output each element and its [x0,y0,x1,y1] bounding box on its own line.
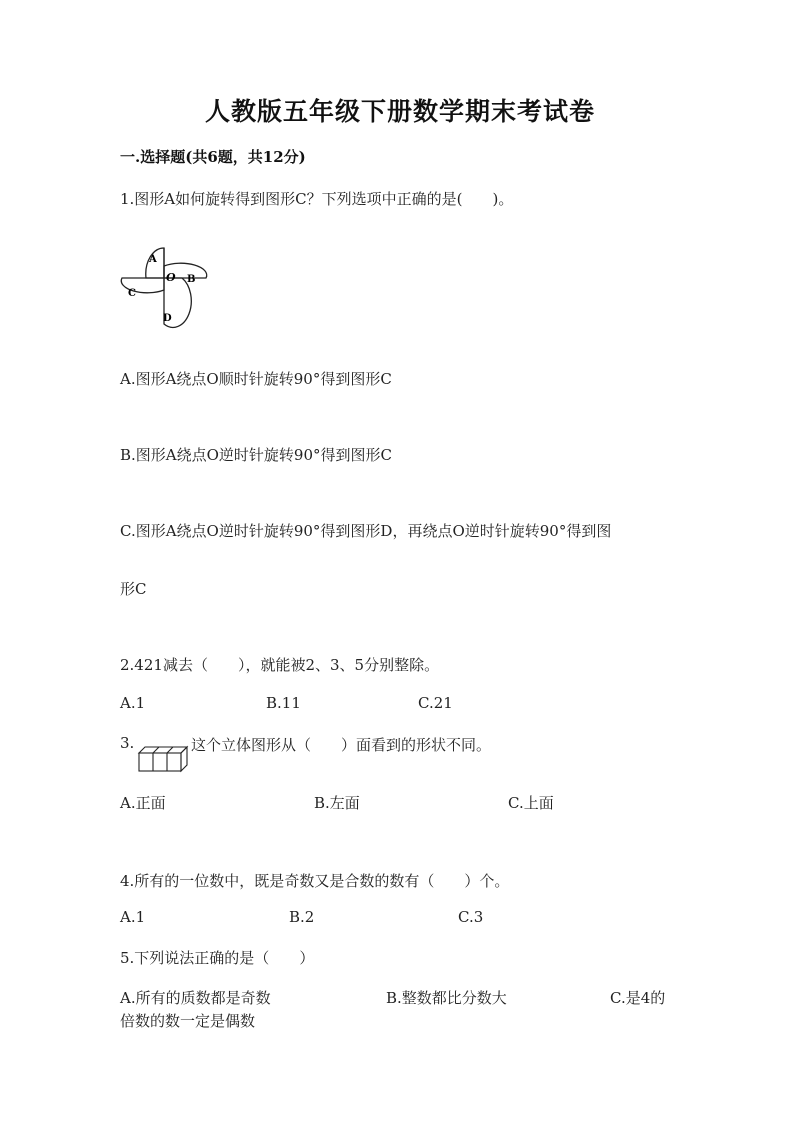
section-heading: 一.选择题(共6题，共12分) [120,148,306,166]
q5-option-b[interactable]: B.整数都比分数大 [386,989,507,1007]
label-b: B [187,274,196,285]
label-o: O [166,271,176,284]
cube-row-figure [137,745,191,773]
label-a: A [149,254,157,265]
label-d: D [163,313,172,324]
label-c: C [128,288,136,299]
q4-option-b[interactable]: B.2 [289,908,315,926]
q1-option-b[interactable]: B.图形A绕点O逆时针旋转90°得到图形C [120,446,392,464]
q4-option-c[interactable]: C.3 [458,908,484,926]
q2-option-a[interactable]: A.1 [120,694,146,712]
question-5-text: 5.下列说法正确的是（ ） [120,949,315,967]
q3-option-c[interactable]: C.上面 [508,794,554,812]
question-4-text: 4.所有的一位数中，既是奇数又是合数的数有（ ）个。 [120,872,510,890]
q1-option-c-line1[interactable]: C.图形A绕点O逆时针旋转90°得到图形D，再绕点O逆时针旋转90°得到图 [120,522,612,540]
q5-option-a[interactable]: A.所有的质数都是奇数 [120,989,271,1007]
question-3-number: 3. [120,734,135,752]
q2-option-b[interactable]: B.11 [266,694,301,712]
question-3-text: 这个立体图形从（ ）面看到的形状不同。 [191,736,492,754]
q4-option-a[interactable]: A.1 [120,908,146,926]
q3-option-a[interactable]: A.正面 [120,794,166,812]
question-1-text: 1.图形A如何旋转得到图形C？下列选项中正确的是( )。 [120,190,514,208]
q3-option-b[interactable]: B.左面 [314,794,360,812]
q1-option-c-line2: 形C [120,580,147,598]
q1-option-a[interactable]: A.图形A绕点O顺时针旋转90°得到图形C [120,370,392,388]
q2-option-c[interactable]: C.21 [418,694,453,712]
page-title: 人教版五年级下册数学期末考试卷 [204,97,595,126]
pinwheel-figure [116,240,216,330]
q5-option-c-line2: 倍数的数一定是偶数 [120,1012,256,1030]
q5-option-c-line1[interactable]: C.是4的 [610,989,666,1007]
question-2-text: 2.421减去（ ），就能被2、3、5分别整除。 [120,656,440,674]
